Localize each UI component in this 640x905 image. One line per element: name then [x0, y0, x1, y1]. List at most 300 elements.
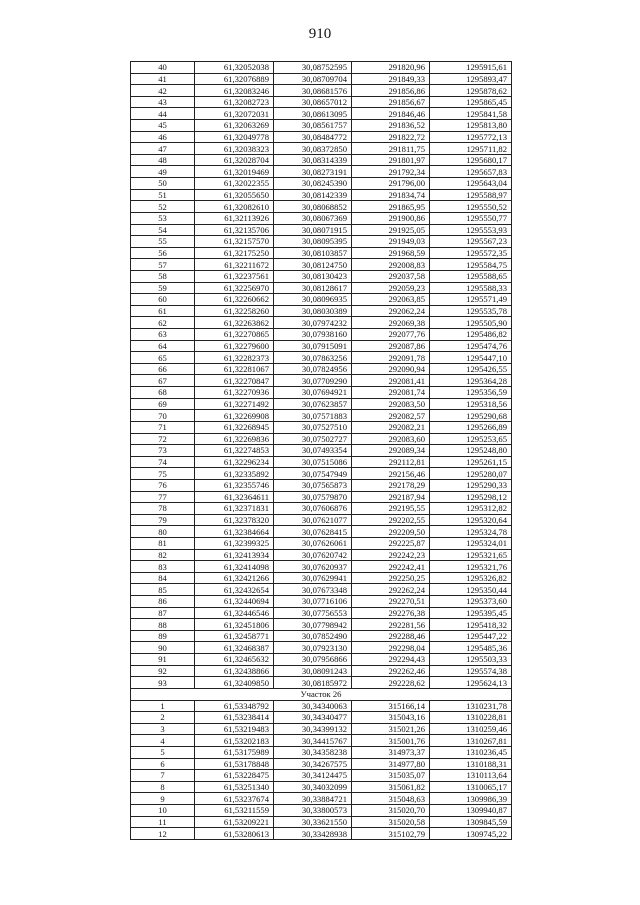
y-coordinate-cell: 1295550,77: [430, 212, 512, 224]
table-row: [131, 596, 512, 608]
point-number-cell: 79: [131, 514, 195, 526]
point-number-cell: 51: [131, 189, 195, 201]
latitude-cell: 61,32237561: [195, 270, 274, 282]
longitude-cell: 30,07493354: [274, 445, 352, 457]
x-coordinate-cell: 292225,87: [352, 537, 430, 549]
y-coordinate-cell: 1310231,78: [430, 700, 512, 712]
table-row: [131, 131, 512, 143]
table-row: [131, 828, 512, 840]
x-coordinate-cell: 292242,41: [352, 561, 430, 573]
latitude-cell: 61,32446546: [195, 607, 274, 619]
x-coordinate-cell: 291792,34: [352, 166, 430, 178]
y-coordinate-cell: 1295320,64: [430, 514, 512, 526]
x-coordinate-cell: 314977,80: [352, 758, 430, 770]
longitude-cell: 30,34340063: [274, 700, 352, 712]
x-coordinate-cell: 292083,60: [352, 433, 430, 445]
y-coordinate-cell: 1295261,15: [430, 456, 512, 468]
point-number-cell: 56: [131, 247, 195, 259]
point-number-cell: 87: [131, 607, 195, 619]
table-row: [131, 572, 512, 584]
y-coordinate-cell: 1310065,17: [430, 781, 512, 793]
point-number-cell: 74: [131, 456, 195, 468]
point-number-cell: 41: [131, 73, 195, 85]
y-coordinate-cell: 1295266,89: [430, 421, 512, 433]
table-row: [131, 584, 512, 596]
table-row: [131, 758, 512, 770]
longitude-cell: 30,34267575: [274, 758, 352, 770]
table-row: [131, 352, 512, 364]
y-coordinate-cell: 1295553,93: [430, 224, 512, 236]
point-number-cell: 63: [131, 329, 195, 341]
latitude-cell: 61,32438866: [195, 665, 274, 677]
latitude-cell: 61,53219483: [195, 723, 274, 735]
x-coordinate-cell: 315020,70: [352, 805, 430, 817]
longitude-cell: 30,07938160: [274, 329, 352, 341]
point-number-cell: 62: [131, 317, 195, 329]
table-row: [131, 421, 512, 433]
latitude-cell: 61,32019469: [195, 166, 274, 178]
longitude-cell: 30,34340477: [274, 712, 352, 724]
page-number: 910: [308, 26, 332, 42]
point-number-cell: 75: [131, 468, 195, 480]
longitude-cell: 30,07673348: [274, 584, 352, 596]
x-coordinate-cell: 291820,96: [352, 62, 430, 74]
table-row: [131, 781, 512, 793]
table-row: [131, 178, 512, 190]
x-coordinate-cell: 315048,63: [352, 793, 430, 805]
latitude-cell: 61,32451806: [195, 619, 274, 631]
y-coordinate-cell: 1295318,56: [430, 398, 512, 410]
latitude-cell: 61,53251340: [195, 781, 274, 793]
table-row: [131, 665, 512, 677]
latitude-cell: 61,32271492: [195, 398, 274, 410]
x-coordinate-cell: 292276,38: [352, 607, 430, 619]
latitude-cell: 61,32409850: [195, 677, 274, 689]
point-number-cell: 88: [131, 619, 195, 631]
latitude-cell: 61,32282373: [195, 352, 274, 364]
x-coordinate-cell: 291856,86: [352, 85, 430, 97]
table-row: [131, 201, 512, 213]
x-coordinate-cell: 315061,82: [352, 781, 430, 793]
x-coordinate-cell: 292281,56: [352, 619, 430, 631]
latitude-cell: 61,32211672: [195, 259, 274, 271]
longitude-cell: 30,07863256: [274, 352, 352, 364]
y-coordinate-cell: 1309745,22: [430, 828, 512, 840]
x-coordinate-cell: 291856,67: [352, 96, 430, 108]
table-row: [131, 363, 512, 375]
point-number-cell: 54: [131, 224, 195, 236]
table-row: [131, 491, 512, 503]
x-coordinate-cell: 292242,23: [352, 549, 430, 561]
y-coordinate-cell: 1310113,64: [430, 770, 512, 782]
latitude-cell: 61,32296234: [195, 456, 274, 468]
x-coordinate-cell: 292262,24: [352, 584, 430, 596]
longitude-cell: 30,08185972: [274, 677, 352, 689]
latitude-cell: 61,53202183: [195, 735, 274, 747]
latitude-cell: 61,32082610: [195, 201, 274, 213]
latitude-cell: 61,32432654: [195, 584, 274, 596]
longitude-cell: 30,07709290: [274, 375, 352, 387]
x-coordinate-cell: 292037,58: [352, 270, 430, 282]
point-number-cell: 82: [131, 549, 195, 561]
x-coordinate-cell: 292112,81: [352, 456, 430, 468]
latitude-cell: 61,32256970: [195, 282, 274, 294]
point-number-cell: 66: [131, 363, 195, 375]
latitude-cell: 61,32384664: [195, 526, 274, 538]
point-number-cell: 86: [131, 596, 195, 608]
x-coordinate-cell: 291900,86: [352, 212, 430, 224]
table-row: [131, 329, 512, 341]
table-row: [131, 375, 512, 387]
point-number-cell: 64: [131, 340, 195, 352]
point-number-cell: 50: [131, 178, 195, 190]
longitude-cell: 30,08314339: [274, 154, 352, 166]
y-coordinate-cell: 1295571,49: [430, 294, 512, 306]
table-row: [131, 456, 512, 468]
y-coordinate-cell: 1295588,33: [430, 282, 512, 294]
y-coordinate-cell: 1295364,28: [430, 375, 512, 387]
y-coordinate-cell: 1295643,04: [430, 178, 512, 190]
point-number-cell: 80: [131, 526, 195, 538]
longitude-cell: 30,07694921: [274, 387, 352, 399]
longitude-cell: 30,08091243: [274, 665, 352, 677]
table-row: [131, 712, 512, 724]
longitude-cell: 30,08130423: [274, 270, 352, 282]
longitude-cell: 30,08103857: [274, 247, 352, 259]
longitude-cell: 30,07915091: [274, 340, 352, 352]
latitude-cell: 61,32269908: [195, 410, 274, 422]
point-number-cell: 46: [131, 131, 195, 143]
table-row: [131, 479, 512, 491]
y-coordinate-cell: 1295290,68: [430, 410, 512, 422]
longitude-cell: 30,08067369: [274, 212, 352, 224]
y-coordinate-cell: 1309940,87: [430, 805, 512, 817]
latitude-cell: 61,32270865: [195, 329, 274, 341]
latitude-cell: 61,32413934: [195, 549, 274, 561]
x-coordinate-cell: 292090,94: [352, 363, 430, 375]
table-row: [131, 723, 512, 735]
latitude-cell: 61,32421266: [195, 572, 274, 584]
longitude-cell: 30,08068852: [274, 201, 352, 213]
latitude-cell: 61,32260662: [195, 294, 274, 306]
x-coordinate-cell: 292250,25: [352, 572, 430, 584]
longitude-cell: 30,07547949: [274, 468, 352, 480]
table-row: [131, 108, 512, 120]
table-row: [131, 410, 512, 422]
y-coordinate-cell: 1295321,76: [430, 561, 512, 573]
table-row: [131, 445, 512, 457]
y-coordinate-cell: 1295474,76: [430, 340, 512, 352]
x-coordinate-cell: 292089,34: [352, 445, 430, 457]
latitude-cell: 61,32468387: [195, 642, 274, 654]
x-coordinate-cell: 292209,50: [352, 526, 430, 538]
y-coordinate-cell: 1295574,38: [430, 665, 512, 677]
point-number-cell: 76: [131, 479, 195, 491]
x-coordinate-cell: 315020,58: [352, 816, 430, 828]
point-number-cell: 92: [131, 665, 195, 677]
longitude-cell: 30,08096935: [274, 294, 352, 306]
y-coordinate-cell: 1295584,75: [430, 259, 512, 271]
latitude-cell: 61,53228475: [195, 770, 274, 782]
x-coordinate-cell: 291801,97: [352, 154, 430, 166]
longitude-cell: 30,07716106: [274, 596, 352, 608]
longitude-cell: 30,07974232: [274, 317, 352, 329]
y-coordinate-cell: 1295324,01: [430, 537, 512, 549]
table-row: [131, 294, 512, 306]
point-number-cell: 4: [131, 735, 195, 747]
table-row: [131, 468, 512, 480]
point-number-cell: 3: [131, 723, 195, 735]
point-number-cell: 61: [131, 305, 195, 317]
x-coordinate-cell: 292082,21: [352, 421, 430, 433]
x-coordinate-cell: 291836,52: [352, 120, 430, 132]
x-coordinate-cell: 315043,16: [352, 712, 430, 724]
table-row: [131, 816, 512, 828]
table-row: [131, 166, 512, 178]
y-coordinate-cell: 1295321,65: [430, 549, 512, 561]
y-coordinate-cell: 1295624,13: [430, 677, 512, 689]
longitude-cell: 30,07621077: [274, 514, 352, 526]
x-coordinate-cell: 292202,55: [352, 514, 430, 526]
table-row: [131, 642, 512, 654]
x-coordinate-cell: 292228,62: [352, 677, 430, 689]
y-coordinate-cell: 1295813,80: [430, 120, 512, 132]
point-number-cell: 77: [131, 491, 195, 503]
longitude-cell: 30,33621550: [274, 816, 352, 828]
point-number-cell: 43: [131, 96, 195, 108]
latitude-cell: 61,32258260: [195, 305, 274, 317]
point-number-cell: 48: [131, 154, 195, 166]
y-coordinate-cell: 1295572,35: [430, 247, 512, 259]
longitude-cell: 30,08071915: [274, 224, 352, 236]
point-number-cell: 8: [131, 781, 195, 793]
point-number-cell: 52: [131, 201, 195, 213]
y-coordinate-cell: 1295535,78: [430, 305, 512, 317]
y-coordinate-cell: 1295567,23: [430, 236, 512, 248]
x-coordinate-cell: 292062,24: [352, 305, 430, 317]
y-coordinate-cell: 1295290,33: [430, 479, 512, 491]
longitude-cell: 30,33884721: [274, 793, 352, 805]
point-number-cell: 58: [131, 270, 195, 282]
latitude-cell: 61,32038323: [195, 143, 274, 155]
y-coordinate-cell: 1295772,13: [430, 131, 512, 143]
longitude-cell: 30,07579870: [274, 491, 352, 503]
point-number-cell: 72: [131, 433, 195, 445]
x-coordinate-cell: 292083,50: [352, 398, 430, 410]
latitude-cell: 61,32113926: [195, 212, 274, 224]
table-row: [131, 317, 512, 329]
x-coordinate-cell: 291849,33: [352, 73, 430, 85]
table-row: [131, 96, 512, 108]
x-coordinate-cell: 292156,46: [352, 468, 430, 480]
x-coordinate-cell: 292187,94: [352, 491, 430, 503]
longitude-cell: 30,07527510: [274, 421, 352, 433]
latitude-cell: 61,32175250: [195, 247, 274, 259]
y-coordinate-cell: 1295657,83: [430, 166, 512, 178]
table-row: [131, 305, 512, 317]
point-number-cell: 60: [131, 294, 195, 306]
longitude-cell: 30,07623857: [274, 398, 352, 410]
table-row: [131, 526, 512, 538]
point-number-cell: 69: [131, 398, 195, 410]
table-row: [131, 398, 512, 410]
longitude-cell: 30,07565873: [274, 479, 352, 491]
table-row: [131, 746, 512, 758]
y-coordinate-cell: 1310188,31: [430, 758, 512, 770]
latitude-cell: 61,32072031: [195, 108, 274, 120]
point-number-cell: 42: [131, 85, 195, 97]
point-number-cell: 5: [131, 746, 195, 758]
x-coordinate-cell: 315035,07: [352, 770, 430, 782]
y-coordinate-cell: 1295893,47: [430, 73, 512, 85]
point-number-cell: 65: [131, 352, 195, 364]
longitude-cell: 30,34124475: [274, 770, 352, 782]
y-coordinate-cell: 1295841,58: [430, 108, 512, 120]
latitude-cell: 61,32268945: [195, 421, 274, 433]
table-row: [131, 73, 512, 85]
longitude-cell: 30,07798942: [274, 619, 352, 631]
x-coordinate-cell: 291949,03: [352, 236, 430, 248]
x-coordinate-cell: 292082,57: [352, 410, 430, 422]
table-row: [131, 259, 512, 271]
point-number-cell: 85: [131, 584, 195, 596]
y-coordinate-cell: 1309845,59: [430, 816, 512, 828]
section-header-row: [131, 688, 512, 700]
longitude-cell: 30,08561757: [274, 120, 352, 132]
y-coordinate-cell: 1295298,12: [430, 491, 512, 503]
latitude-cell: 61,53280613: [195, 828, 274, 840]
longitude-cell: 30,08681576: [274, 85, 352, 97]
x-coordinate-cell: 292195,55: [352, 503, 430, 515]
latitude-cell: 61,32063269: [195, 120, 274, 132]
x-coordinate-cell: 291846,46: [352, 108, 430, 120]
y-coordinate-cell: 1310267,81: [430, 735, 512, 747]
y-coordinate-cell: 1295485,36: [430, 642, 512, 654]
x-coordinate-cell: 292270,51: [352, 596, 430, 608]
y-coordinate-cell: 1295326,82: [430, 572, 512, 584]
latitude-cell: 61,53175989: [195, 746, 274, 758]
latitude-cell: 61,32082723: [195, 96, 274, 108]
y-coordinate-cell: 1295680,17: [430, 154, 512, 166]
table-row: [131, 387, 512, 399]
x-coordinate-cell: 315166,14: [352, 700, 430, 712]
latitude-cell: 61,32270847: [195, 375, 274, 387]
y-coordinate-cell: 1295373,60: [430, 596, 512, 608]
y-coordinate-cell: 1295280,07: [430, 468, 512, 480]
y-coordinate-cell: 1295588,97: [430, 189, 512, 201]
table-row: [131, 619, 512, 631]
point-number-cell: 89: [131, 630, 195, 642]
point-number-cell: 45: [131, 120, 195, 132]
table-row: [131, 282, 512, 294]
table-body-bottom: [131, 700, 512, 839]
latitude-cell: 61,32371831: [195, 503, 274, 515]
point-number-cell: 73: [131, 445, 195, 457]
point-number-cell: 71: [131, 421, 195, 433]
x-coordinate-cell: 292294,43: [352, 654, 430, 666]
latitude-cell: 61,32414098: [195, 561, 274, 573]
table-row: [131, 224, 512, 236]
point-number-cell: 1: [131, 700, 195, 712]
table-row: [131, 770, 512, 782]
table-row: [131, 537, 512, 549]
longitude-cell: 30,07620742: [274, 549, 352, 561]
point-number-cell: 59: [131, 282, 195, 294]
table-row: [131, 630, 512, 642]
longitude-cell: 30,33428938: [274, 828, 352, 840]
longitude-cell: 30,07923130: [274, 642, 352, 654]
longitude-cell: 30,08095395: [274, 236, 352, 248]
point-number-cell: 49: [131, 166, 195, 178]
point-number-cell: 78: [131, 503, 195, 515]
point-number-cell: 53: [131, 212, 195, 224]
point-number-cell: 84: [131, 572, 195, 584]
longitude-cell: 30,08372850: [274, 143, 352, 155]
table-row: [131, 735, 512, 747]
table-row: [131, 677, 512, 689]
x-coordinate-cell: 292059,23: [352, 282, 430, 294]
point-number-cell: 7: [131, 770, 195, 782]
y-coordinate-cell: 1295878,62: [430, 85, 512, 97]
point-number-cell: 90: [131, 642, 195, 654]
latitude-cell: 61,32083246: [195, 85, 274, 97]
table-row: [131, 236, 512, 248]
y-coordinate-cell: 1295447,10: [430, 352, 512, 364]
longitude-cell: 30,08128617: [274, 282, 352, 294]
point-number-cell: 81: [131, 537, 195, 549]
latitude-cell: 61,32157570: [195, 236, 274, 248]
latitude-cell: 61,32364611: [195, 491, 274, 503]
longitude-cell: 30,07852490: [274, 630, 352, 642]
longitude-cell: 30,08030389: [274, 305, 352, 317]
latitude-cell: 61,53178848: [195, 758, 274, 770]
x-coordinate-cell: 292008,83: [352, 259, 430, 271]
latitude-cell: 61,32135706: [195, 224, 274, 236]
x-coordinate-cell: 292178,29: [352, 479, 430, 491]
coordinates-table: [130, 61, 512, 840]
x-coordinate-cell: 292087,86: [352, 340, 430, 352]
y-coordinate-cell: 1295418,32: [430, 619, 512, 631]
latitude-cell: 61,32076889: [195, 73, 274, 85]
y-coordinate-cell: 1295550,52: [430, 201, 512, 213]
latitude-cell: 61,32055650: [195, 189, 274, 201]
y-coordinate-cell: 1295324,78: [430, 526, 512, 538]
x-coordinate-cell: 292081,41: [352, 375, 430, 387]
latitude-cell: 61,32052038: [195, 62, 274, 74]
x-coordinate-cell: 291865,95: [352, 201, 430, 213]
y-coordinate-cell: 1295395,45: [430, 607, 512, 619]
latitude-cell: 61,32458771: [195, 630, 274, 642]
table-row: [131, 62, 512, 74]
x-coordinate-cell: 291925,05: [352, 224, 430, 236]
y-coordinate-cell: 1295503,33: [430, 654, 512, 666]
longitude-cell: 30,34358238: [274, 746, 352, 758]
section-header-group: [131, 688, 512, 700]
point-number-cell: 83: [131, 561, 195, 573]
point-number-cell: 93: [131, 677, 195, 689]
x-coordinate-cell: 291796,00: [352, 178, 430, 190]
table-body-top: [131, 62, 512, 689]
x-coordinate-cell: 292069,38: [352, 317, 430, 329]
point-number-cell: 40: [131, 62, 195, 74]
y-coordinate-cell: 1295588,65: [430, 270, 512, 282]
x-coordinate-cell: 292077,76: [352, 329, 430, 341]
point-number-cell: 91: [131, 654, 195, 666]
longitude-cell: 30,07628415: [274, 526, 352, 538]
table-row: [131, 154, 512, 166]
longitude-cell: 30,08752595: [274, 62, 352, 74]
x-coordinate-cell: 291822,72: [352, 131, 430, 143]
